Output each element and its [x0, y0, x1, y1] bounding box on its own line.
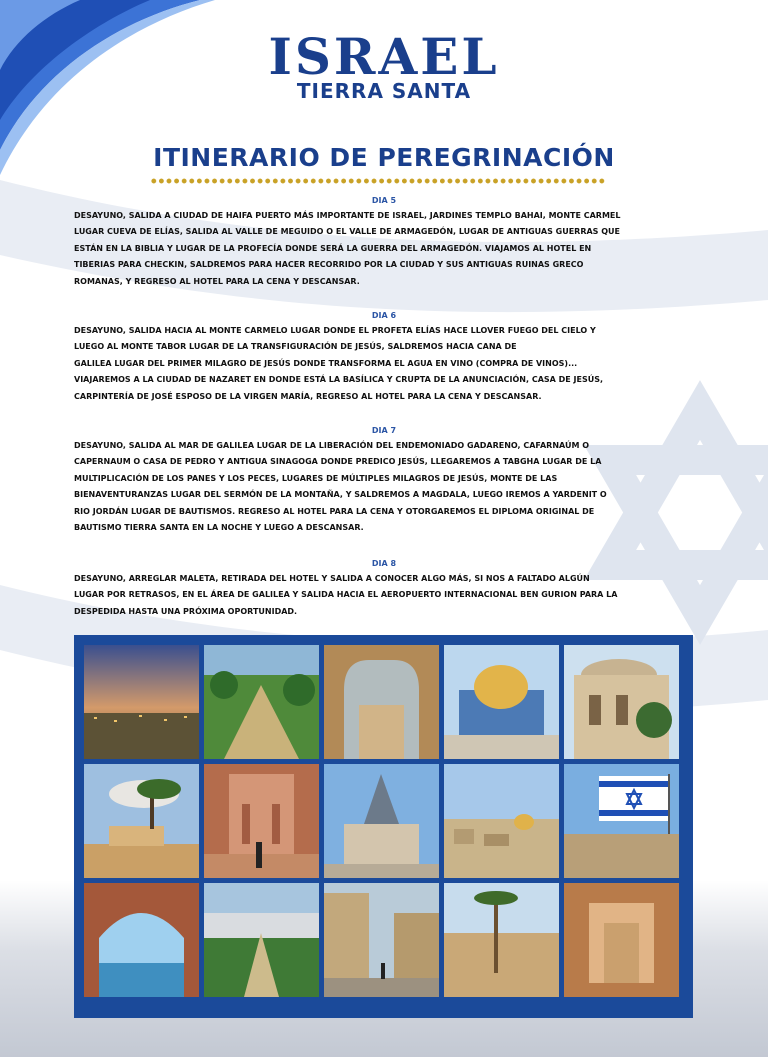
text-line: BAUTISMO TIERRA SANTA EN LA NOCHE Y LUEGO A DESCANSAR. — [74, 523, 364, 533]
photo-church-arches — [324, 645, 439, 759]
text-line: RIO JORDÁN LUGAR DE BAUTISMOS. REGRESO AL HOTEL PARA LA CENA Y OTORGAREMOS EL DIPLOMA ORIGINAL DE — [74, 506, 595, 516]
day-title: DIA 6 — [371, 311, 397, 320]
text-line: LUGAR POR RETRASOS, EN EL ÁREA DE GALILEA Y SALIDA HACIA EL AEROPUERTO INTERNACIONAL BEN GURION PARA LA — [74, 590, 618, 600]
day-title: DIA 5 — [371, 196, 397, 205]
text-line: DESAYUNO, SALIDA AL MAR DE GALILEA LUGAR DE LA LIBERACIÓN DEL ENDEMONIADO GADARENO, CAFARNAÚM O — [74, 441, 590, 450]
text-line: VIAJAREMOS A LA CIUDAD DE NAZARET EN DONDE ESTÁ LA BASÍLICA Y CRUPTA DE LA ANUNCIACIÓN, CASA DE JESÚS, — [74, 375, 604, 385]
logo-title: ISRAEL — [268, 27, 500, 86]
photo-israel-flag-western-wall — [564, 764, 679, 878]
text-line: ROMANAS, Y REGRESO AL HOTEL PARA LA CENA Y DESCANSAR. — [74, 276, 360, 286]
day-title: DIA 7 — [371, 426, 397, 435]
day-description — [74, 571, 694, 620]
photo-haifa-bay — [204, 883, 319, 997]
photo-holy-sepulchre-dome — [564, 645, 679, 759]
text-line: ESTÁN EN LA BIBLIA Y LUGAR DE LA PROFECÍA DONDE SERÁ LA GUERRA DEL ARMAGEDÓN. VIAJAMOS AL HOTEL EN — [74, 243, 592, 253]
text-line: CAPERNAUM O CASA DE PEDRO Y ANTIGUA SINAGOGA DONDE PREDICO JESÚS, LLEGAREMOS A TABGHA LUGAR DE LA — [74, 457, 602, 467]
logo-subtitle: TIERRA SANTA — [296, 79, 472, 103]
gold-dotted-divider — [150, 178, 606, 184]
photo-tree-rocks — [84, 764, 199, 878]
text-line: DESAYUNO, SALIDA HACIA AL MONTE CARMELO LUGAR DONDE EL PROFETA ELÍAS HACE LLOVER FUEGO DEL CIELO Y — [74, 326, 596, 335]
photo-old-city-panorama — [444, 764, 559, 878]
photo-jaffa-gate-street — [324, 883, 439, 997]
day-section-8 — [74, 558, 694, 620]
photo-garden-tomb — [564, 883, 679, 997]
text-line: BIENAVENTURANZAS LUGAR DEL SERMÓN DE LA MONTAÑA, Y SALDREMOS A MAGDALA, LUEGO IREMOS A YARDENIT O — [74, 490, 607, 500]
day-description — [74, 208, 694, 290]
photo-jerusalem-night — [84, 645, 199, 759]
text-line: DESAYUNO, ARREGLAR MALETA, RETIRADA DEL HOTEL Y SALIDA A CONOCER ALGO MÁS, SI NOS A FALTADO ALGÚN — [74, 574, 590, 583]
page-title: ITINERARIO DE PEREGRINACIÓN — [153, 143, 615, 172]
day-section-5 — [74, 195, 694, 290]
day-title: DIA 8 — [371, 559, 397, 568]
photo-petra-treasury — [204, 764, 319, 878]
photo-gallery — [74, 635, 693, 1018]
day-section-6 — [74, 310, 694, 405]
text-line: DESAYUNO, SALIDA A CIUDAD DE HAIFA PUERTO MÁS IMPORTANTE DE ISRAEL, JARDINES TEMPLO BAHAI, MONTE CARMEL — [74, 211, 621, 220]
text-line: MULTIPLICACIÓN DE LOS PANES Y LOS PECES, LUGARES DE MÚLTIPLES MILAGROS DE JESÚS, MONTE DE LAS — [74, 473, 558, 483]
text-line: TIBERIAS PARA CHECKIN, SALDREMOS PARA HACER RECORRIDO POR LA CIUDAD Y SUS ANTIGUAS RUINAS GRECO — [74, 260, 584, 270]
text-line: LUGAR CUEVA DE ELÍAS, SALIDA AL VALLE DE MEGUIDO O EL VALLE DE ARMAGEDÓN, LUGAR DE ANTIGUAS GUERRAS QUE — [74, 227, 620, 237]
photo-dome-of-the-rock — [444, 645, 559, 759]
day-description — [74, 323, 694, 405]
day-description — [74, 438, 694, 536]
text-line: CARPINTERÍA DE JOSÉ ESPOSO DE LA VIRGEN MARÍA, REGRESO AL HOTEL PARA LA CENA Y DESCANSAR. — [74, 391, 542, 401]
photo-basilica-annunciation — [324, 764, 439, 878]
day-section-7 — [74, 425, 694, 536]
photo-arch-sea-view — [84, 883, 199, 997]
photo-palm-ruins — [444, 883, 559, 997]
text-line: LUEGO AL MONTE TABOR LUGAR DE LA TRANSFIGURACIÓN DE JESÚS, SALDREMOS HACIA CANA DE — [74, 342, 517, 352]
text-line: DESPEDIDA HASTA UNA PRÓXIMA OPORTUNIDAD. — [74, 606, 298, 616]
text-line: GALILEA LUGAR DEL PRIMER MILAGRO DE JESÚS DONDE TRANSFORMA EL AGUA EN VINO (COMPRA DE VINOS)... — [74, 358, 578, 368]
photo-bahai-gardens — [204, 645, 319, 759]
